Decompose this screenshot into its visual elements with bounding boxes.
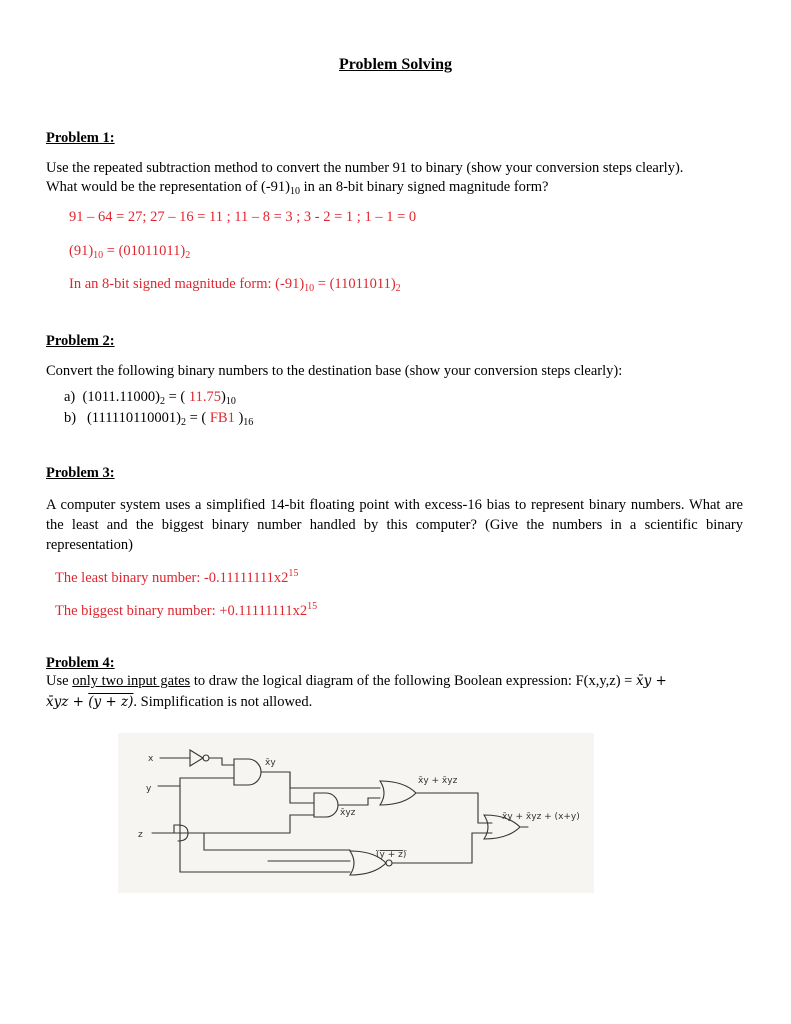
problem-2-answer-b: FB1 [209, 410, 235, 426]
problem-3-heading: Problem 3: [46, 465, 115, 481]
logic-diagram [118, 733, 594, 893]
only-two-input-gates: only two input gates [72, 673, 191, 689]
problem-2-heading: Problem 2: [46, 333, 115, 349]
problem-1-question-line2: What would be the representation of $(-91)_{10}$ in an 8-bit binary signed magnitude form? [46, 179, 549, 197]
wire-and2-out [338, 798, 380, 805]
problem-4-question-line2: x̄yz + (y + z). Simplification is not allowed. [46, 694, 313, 710]
wire-y-to-nor [180, 805, 350, 872]
and-gate-2 [314, 793, 338, 817]
wire-and1-out [261, 772, 380, 788]
wire-z-to-nor [174, 833, 350, 850]
nor-bubble [386, 860, 392, 866]
problem-3-least: The least binary number: $-0.11111111x2^{15}$ [55, 568, 299, 586]
problem-1-answer-binary: $(91)_{10} = (01011011)_2$ [69, 243, 191, 261]
problem-3-biggest: The biggest binary number: $+0.11111111x2^{15}$ [55, 601, 318, 619]
problem-1-answer-signed: In an 8-bit signed magnitude form: $(-91)_{10} = (11011011)_2$ [69, 276, 401, 294]
label-or1-out: x̄y + x̄yz [418, 776, 458, 786]
problem-1-heading: Problem 1: [46, 130, 115, 146]
label-x: x [148, 754, 154, 764]
problem-2-question: Convert the following binary numbers to the destination base (show your conversion steps clearly): [46, 363, 623, 379]
label-final-out: x̄y + x̄yz + (x+y) [502, 812, 580, 822]
problem-1-steps: 91 – 64 = 27; 27 – 16 = 11 ; 11 – 8 = 3 ; 3 - 2 = 1 ; 1 – 1 = 0 [69, 209, 417, 225]
problem-4-question-line1: Use only two input gates to draw the logical diagram of the following Boolean expression: F(x,y,z) = x̄y + [46, 673, 667, 689]
problem-4-heading: Problem 4: [46, 655, 115, 671]
label-z: z [138, 830, 143, 840]
and-gate-1 [234, 759, 261, 785]
label-nor-out: (y + z) [376, 850, 407, 860]
problem-3-question: A computer system uses a simplified 14-bit floating point with excess-16 bias to represent binary numbers. What are the least and the biggest binary number handled by this computer? (Give the numbers in a scientific binary representation) [46, 497, 743, 553]
problem-2-item-b: b) $(111110110001)_2$ = ( FB1 )$_{16}$ [64, 410, 254, 428]
wire-z-to-and2 [290, 815, 314, 820]
wire-nor-out [392, 833, 492, 863]
or-gate-1 [380, 781, 416, 805]
label-and1-out: x̄y [265, 758, 276, 768]
page-title: Problem Solving [338, 56, 453, 73]
expr-part1: x̄y + [635, 673, 667, 689]
problem-1-question-line1: Use the repeated subtraction method to convert the number 91 to binary (show your conversion steps clearly). [46, 160, 684, 176]
label-y: y [146, 784, 152, 794]
not-gate-x [190, 750, 203, 766]
problem-2-item-a: a) $(1011.11000)_2$ = ( $11.75)_{10}$ [64, 389, 236, 407]
wire-xbar [209, 758, 234, 765]
problem-2-answer-a: 11.75 [188, 389, 221, 405]
expr-negated-term: (y + z) [88, 694, 134, 710]
wire-or1-out [416, 793, 492, 823]
label-and2-out: x̄yz [340, 808, 356, 818]
wire-y-to-and1 [180, 778, 234, 786]
